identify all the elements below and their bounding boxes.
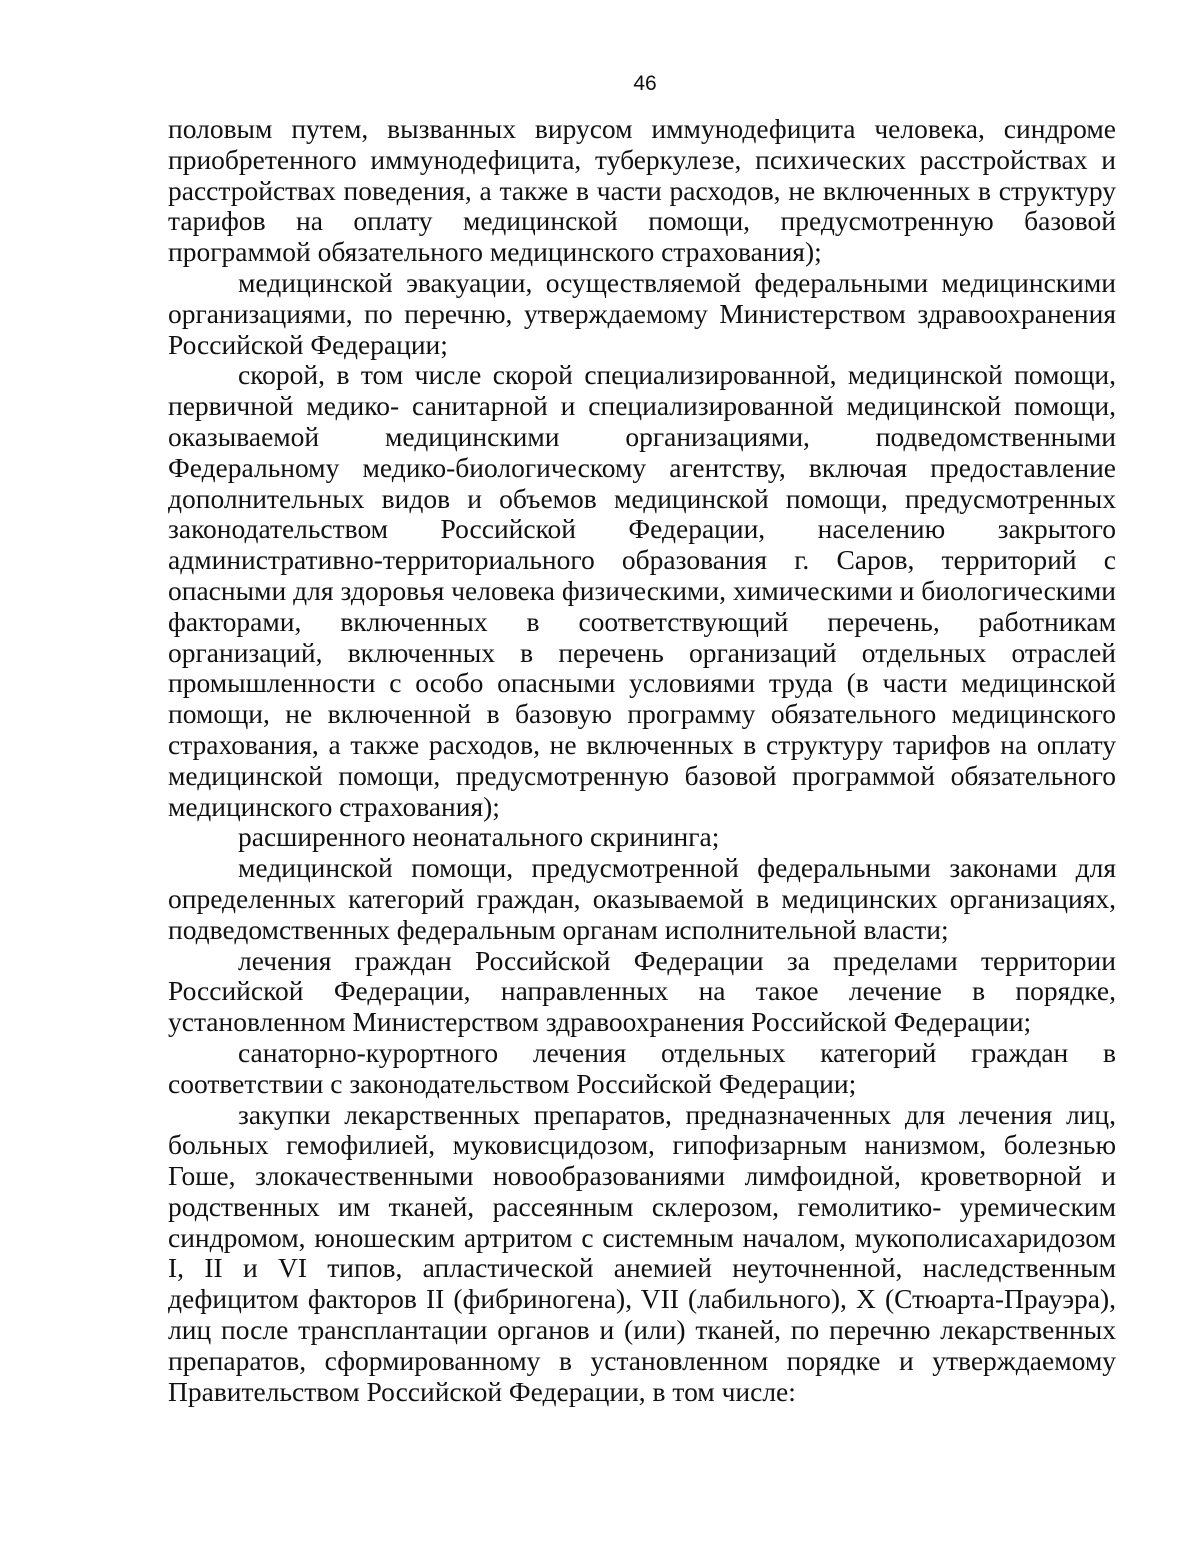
paragraph-neonatal-screening: расширенного неонатального скрининга;	[238, 821, 720, 853]
paragraph-fmba-emergency-care: скорой, в том числе скорой специализированной, медицинской помощи, первичной медико- санитарной и специализированной медицинской помощи, оказываемой медицинскими организациями, подведомственными Федеральному медико-биологическому агентству, включая предоставление дополнительных видов и объемов медицинской помощи, предусмотренных законодательством Российской Федерации, населению закрытого административно-территориального образования г. Саров, территорий с опасными для здоровья человека физическими, химическими и биологическими факторами, включенных в соответствующий перечень, работникам организаций, включенных в перечень организаций отдельных отраслей промышленности с особо опасными условиями труда (в части медицинской помощи, не включенной в базовую программу обязательного медицинского страхования, а также расходов, не включенных в структуру тарифов на оплату медицинской помощи, предусмотренную базовой программой обязательного медицинского страхования);	[168, 359, 1116, 822]
paragraph-federal-law-care: медицинской помощи, предусмотренной федеральными законами для определенных категорий граждан, оказываемой в медицинских организациях, подведомственных федеральным органам исполнительной власти;	[168, 852, 1116, 945]
document-body	[168, 114, 1116, 1407]
page-number: 46	[633, 72, 657, 95]
paragraph-hiv-tariffs: половым путем, вызванных вирусом иммунодефицита человека, синдроме приобретенного иммунодефицита, туберкулезе, психических расстройствах и расстройствах поведения, а также в части расходов, не включенных в структуру тарифов на оплату медицинской помощи, предусмотренную базовой программой обязательного медицинского страхования);	[168, 113, 1116, 268]
paragraph-medical-evacuation: медицинской эвакуации, осуществляемой федеральными медицинскими организациями, по перечню, утверждаемому Министерством здравоохранения Российской Федерации;	[168, 266, 1116, 360]
paragraph-sanatorium-treatment: санаторно-курортного лечения отдельных категорий граждан в соответствии с законодательством Российской Федерации;	[168, 1036, 1116, 1099]
paragraph-drug-procurement: закупки лекарственных препаратов, предназначенных для лечения лиц, больных гемофилией, муковисцидозом, гипофизарным нанизмом, болезнью Гоше, злокачественными новообразованиями лимфоидной, кроветворной и родственных им тканей, рассеянным склерозом, гемолитико- уремическим синдромом, юношеским артритом с системным началом, мукополисахаридозом I, II и VI типов, апластической анемией неуточненной, наследственным дефицитом факторов II (фибриногена), VII (лабильного), X (Стюарта-Прауэра), лиц после трансплантации органов и (или) тканей, по перечню лекарственных препаратов, сформированному в установленном порядке и утверждаемому Правительством Российской Федерации, в том числе:	[168, 1098, 1116, 1407]
paragraph-treatment-abroad: лечения граждан Российской Федерации за пределами территории Российской Федерации, направленных на такое лечение в порядке, установленном Министерством здравоохранения Российской Федерации;	[168, 944, 1116, 1038]
